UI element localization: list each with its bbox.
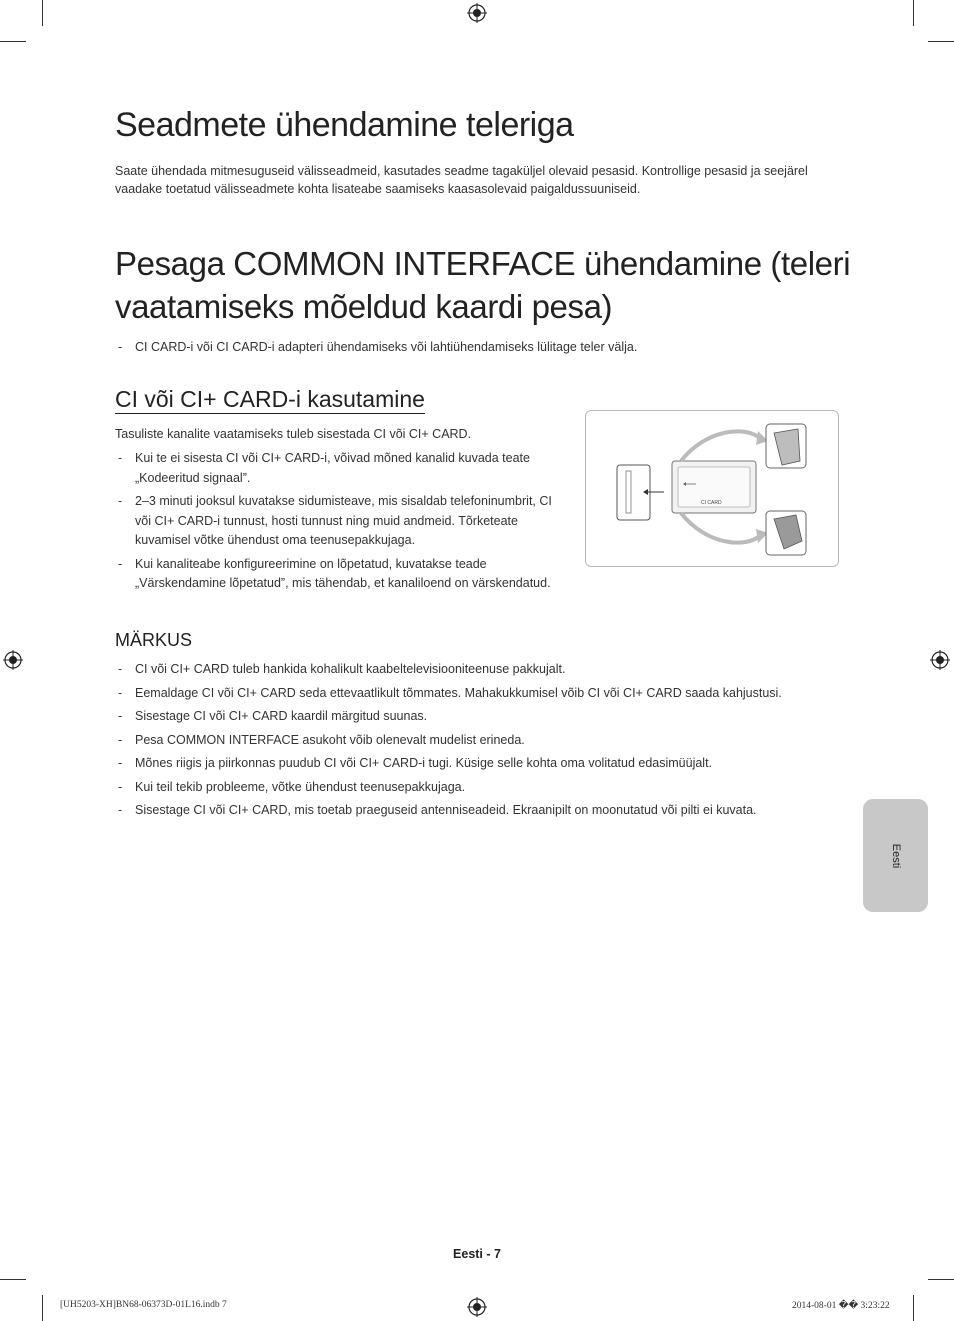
card-label: CI CARD — [701, 500, 722, 506]
list-item: - Pesa COMMON INTERFACE asukoht võib olenevalt mudelist erineda. — [115, 731, 855, 751]
registration-mark-icon — [467, 3, 487, 23]
registration-mark-icon — [930, 650, 950, 670]
list-item: - 2–3 minuti jooksul kuvatakse sidumisteave, mis sisaldab telefoninumbrit, CI või CI+ CARD-i tunnust, hosti tunnust ning muid andmeid. Tõrketeate kuvamisel võtke ühendust oma teenusepakkujaga. — [115, 492, 565, 551]
crop-mark — [913, 0, 914, 26]
crop-mark — [928, 1279, 954, 1280]
note-heading: MÄRKUS — [115, 630, 193, 650]
crop-mark — [42, 0, 43, 26]
list-item: - CI CARD-i või CI CARD-i adapteri ühendamiseks või lahtiühendamiseks lülitage teler välja. — [115, 338, 855, 358]
print-file-info: [UH5203-XH]BN68-06373D-01L16.indb 7 — [60, 1300, 227, 1310]
section-title: Pesaga COMMON INTERFACE ühendamine (teleri vaatamiseks mõeldud kaardi pesa) — [115, 245, 851, 325]
print-date-info: 2014-08-01 �� 3:23:22 — [792, 1301, 890, 1311]
crop-mark — [928, 41, 954, 42]
page-number: Eesti - 7 — [453, 1247, 501, 1261]
list-item: - Mõnes riigis ja piirkonnas puudub CI või CI+ CARD-i tugi. Küsige selle kohta oma volitatud edasimüüjalt. — [115, 754, 855, 774]
crop-mark — [0, 1279, 26, 1280]
crop-mark — [913, 1295, 914, 1321]
section-note-list — [115, 338, 855, 358]
list-item: - Eemaldage CI või CI+ CARD seda ettevaatlikult tõmmates. Mahakukkumisel võib CI või CI+ CARD saada kahjustusi. — [115, 684, 855, 704]
ci-usage-heading: CI või CI+ CARD-i kasutamine — [115, 386, 425, 412]
intro-paragraph: Saate ühendada mitmesuguseid välisseadmeid, kasutades seadme tagaküljel olevaid pesasid. Kontrollige pesasid ja seejärel vaadake toetatud välisseadmete kohta lisateabe saamiseks kaasasolevaid paigaldussuuniseid. — [115, 164, 808, 196]
page-title: Seadmete ühendamine teleriga — [115, 106, 574, 144]
list-item: - Sisestage CI või CI+ CARD kaardil märgitud suunas. — [115, 707, 855, 727]
list-item: - Sisestage CI või CI+ CARD, mis toetab praeguseid antenniseadeid. Ekraanipilt on moonutatud või pilti ei kuvata. — [115, 801, 855, 821]
ci-usage-lead: Tasuliste kanalite vaatamiseks tuleb sisestada CI või CI+ CARD. — [115, 427, 472, 441]
crop-mark — [0, 41, 26, 42]
crop-mark — [42, 1295, 43, 1321]
list-item: - Kui kanaliteabe konfigureerimine on lõpetatud, kuvatakse teade „Värskendamine lõpetatud”, mis tähendab, et kanaliloend on värskendatud. — [115, 555, 565, 594]
list-item: - Kui te ei sisesta CI või CI+ CARD-i, võivad mõned kanalid kuvada teate „Kodeeritud signaal”. — [115, 449, 565, 488]
registration-mark-icon — [3, 650, 23, 670]
language-tab — [863, 799, 928, 912]
registration-mark-icon — [467, 1297, 487, 1317]
language-tab-label: Eesti — [889, 843, 902, 868]
ci-card-illustration — [585, 410, 839, 567]
ci-usage-list — [115, 449, 565, 594]
list-item: - CI või CI+ CARD tuleb hankida kohalikult kaabeltelevisiooniteenuse pakkujalt. — [115, 660, 855, 680]
list-item: - Kui teil tekib probleeme, võtke ühendust teenusepakkujaga. — [115, 778, 855, 798]
note-list — [115, 660, 855, 821]
ci-card-diagram — [586, 411, 837, 565]
